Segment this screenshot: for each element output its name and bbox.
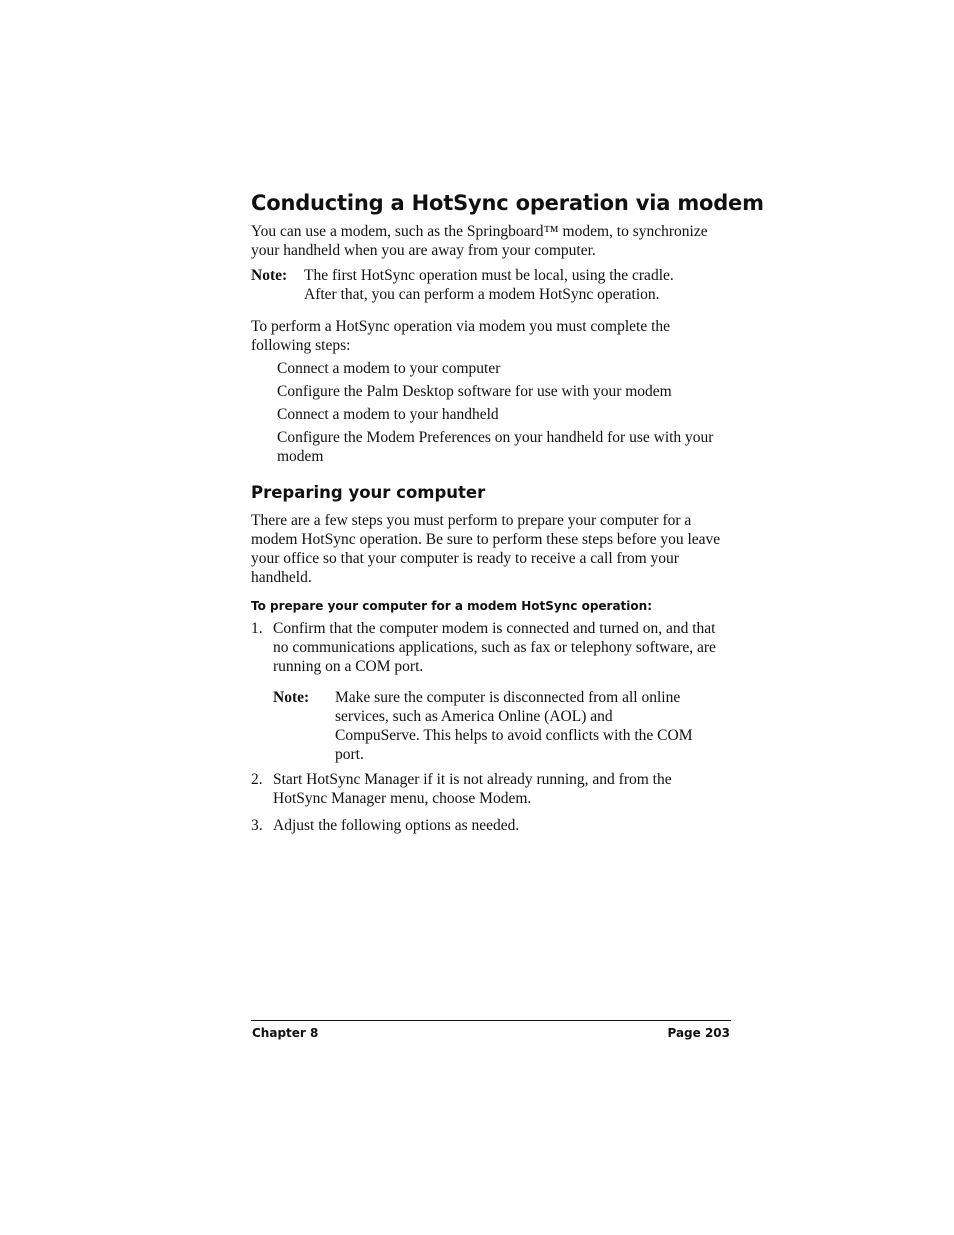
step-text: Confirm that the computer modem is connected and turned on, and that no communications applications, such as fax or telephony software, are running on a COM port. bbox=[273, 620, 716, 675]
step-number: 1. bbox=[251, 620, 263, 637]
page-title: Conducting a HotSync operation via modem bbox=[251, 191, 764, 215]
section-heading: Preparing your computer bbox=[251, 483, 486, 502]
step-text: Start HotSync Manager if it is not already running, and from the HotSync Manager menu, choose Modem. bbox=[273, 771, 672, 807]
list-item: Connect a modem to your handheld bbox=[277, 406, 499, 423]
intro-paragraph: You can use a modem, such as the Springboard™ modem, to synchronize your handheld when you are away from your computer. bbox=[251, 223, 708, 259]
list-item: Configure the Palm Desktop software for use with your modem bbox=[277, 383, 672, 400]
steps-intro: To perform a HotSync operation via modem you must complete the following steps: bbox=[251, 318, 671, 354]
step-number: 2. bbox=[251, 771, 263, 788]
procedure-heading: To prepare your computer for a modem HotSync operation: bbox=[251, 599, 652, 613]
list-item: Connect a modem to your computer bbox=[277, 360, 501, 377]
note-line-1: The first HotSync operation must be local, using the cradle. bbox=[304, 267, 674, 284]
note-text: Make sure the computer is disconnected from all online services, such as America Online (AOL) and CompuServe. This helps to avoid conflicts with the COM port. bbox=[335, 689, 693, 763]
step-text: Adjust the following options as needed. bbox=[273, 817, 520, 834]
note-label: Note: bbox=[251, 267, 288, 284]
footer-divider bbox=[251, 1020, 731, 1021]
prep-paragraph: There are a few steps you must perform to prepare your computer for a modem HotSync operation. Be sure to perform these steps before you leave your office so that your computer is ready to receive a call from your handheld. bbox=[251, 512, 721, 586]
step-number: 3. bbox=[251, 817, 263, 834]
footer-chapter: Chapter 8 bbox=[252, 1026, 319, 1040]
steps-list bbox=[277, 359, 733, 466]
list-item: Configure the Modem Preferences on your handheld for use with your modem bbox=[277, 429, 714, 465]
note-line-2: After that, you can perform a modem HotSync operation. bbox=[304, 286, 660, 303]
note-label: Note: bbox=[273, 689, 310, 706]
footer-page-number: Page 203 bbox=[667, 1026, 730, 1040]
